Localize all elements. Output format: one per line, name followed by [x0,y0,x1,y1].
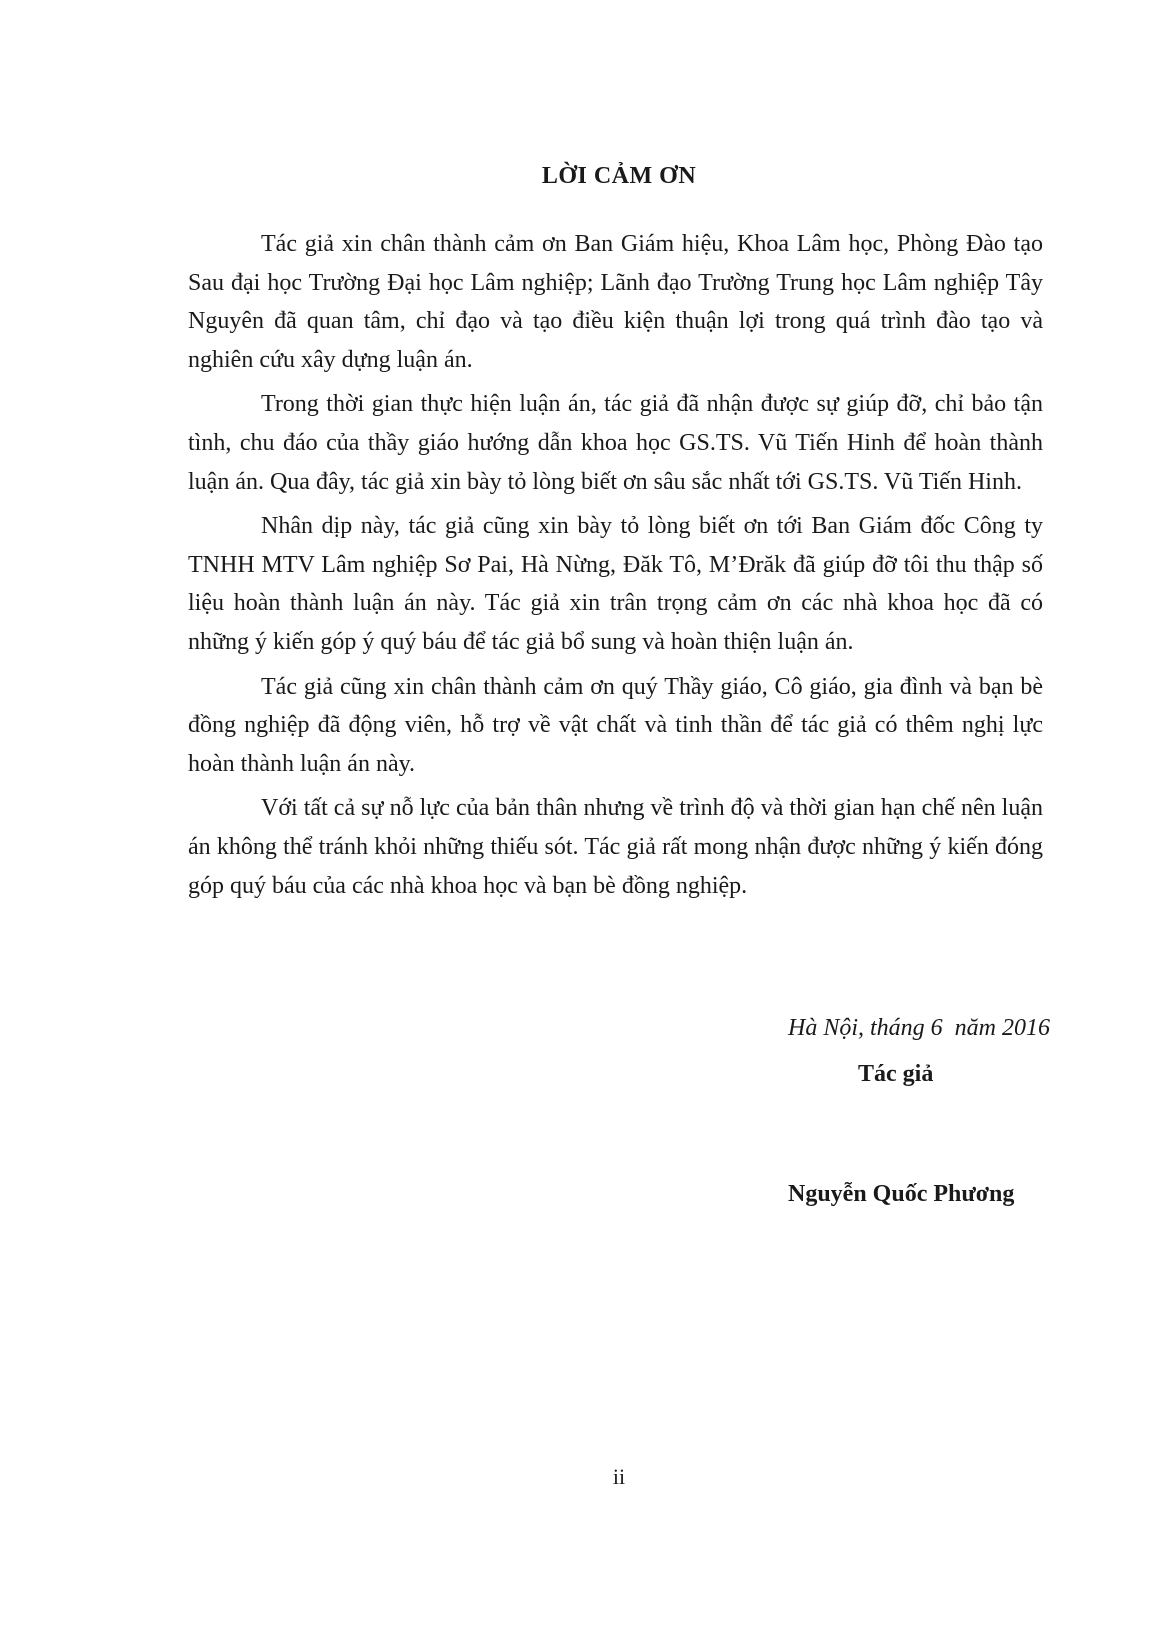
acknowledgement-body [188,225,1043,911]
author-name: Nguyễn Quốc Phương [788,1181,1015,1207]
author-label: Tác giả [858,1061,934,1087]
paragraph-4: Tác giả cũng xin chân thành cảm ơn quý Thầy giáo, Cô giáo, gia đình và bạn bè đồng nghiệp đã động viên, hỗ trợ về vật chất và tinh thần để tác giả có thêm nghị lực hoàn thành luận án này. [188,673,1043,777]
page-number: ii [612,1464,626,1489]
paragraph-5: Với tất cả sự nỗ lực của bản thân nhưng về trình độ và thời gian hạn chế nên luận án không thể tránh khỏi những thiếu sót. Tác giả rất mong nhận được những ý kiến đóng góp quý báu của các nhà khoa học và bạn bè đồng nghiệp. [188,795,1043,899]
page-title: LỜI CẢM ƠN [541,163,697,189]
paragraph-2: Trong thời gian thực hiện luận án, tác giả đã nhận được sự giúp đỡ, chỉ bảo tận tình, chu đáo của thầy giáo hướng dẫn khoa học GS.TS. Vũ Tiến Hinh để hoàn thành luận án. Qua đây, tác giả xin bày tỏ lòng biết ơn sâu sắc nhất tới GS.TS. Vũ Tiến Hinh. [188,391,1043,495]
paragraph-3: Nhân dịp này, tác giả cũng xin bày tỏ lòng biết ơn tới Ban Giám đốc Công ty TNHH MTV Lâm nghiệp Sơ Pai, Hà Nừng, Đăk Tô, M’Đrăk đã giúp đỡ tôi thu thập số liệu hoàn thành luận án này. Tác giả xin trân trọng cảm ơn các nhà khoa học đã có những ý kiến góp ý quý báu để tác giả bổ sung và hoàn thiện luận án. [188,513,1043,655]
paragraph-1: Tác giả xin chân thành cảm ơn Ban Giám hiệu, Khoa Lâm học, Phòng Đào tạo Sau đại học Trường Đại học Lâm nghiệp; Lãnh đạo Trường Trung học Lâm nghiệp Tây Nguyên đã quan tâm, chỉ đạo và tạo điều kiện thuận lợi trong quá trình đào tạo và nghiên cứu xây dựng luận án. [188,231,1043,373]
place-date: Hà Nội, tháng 6 năm 2016 [787,1015,1050,1041]
